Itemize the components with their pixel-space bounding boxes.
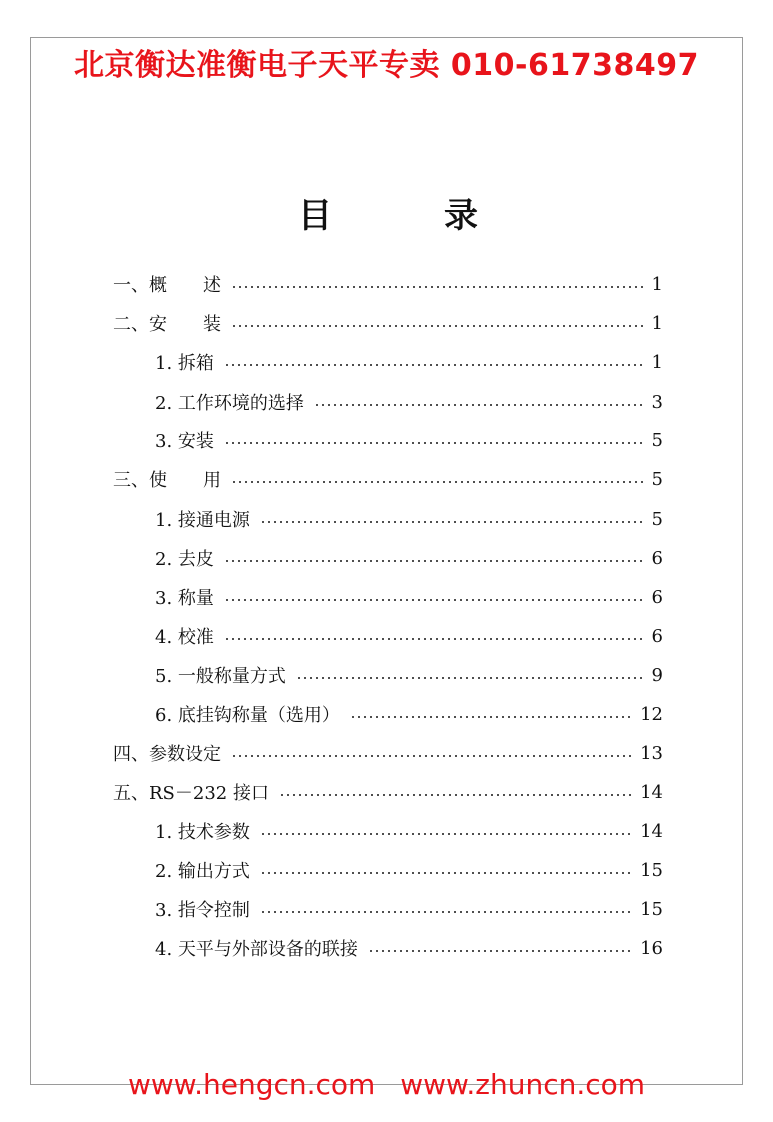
toc-leader-dots xyxy=(260,872,634,874)
toc-entry[interactable] xyxy=(155,504,663,534)
footer-link-zhuncn[interactable]: www.zhuncn.com xyxy=(400,1068,646,1101)
toc-label: 1. 拆箱 xyxy=(155,353,214,374)
toc-page-number: 1 xyxy=(651,273,663,295)
toc-label: 4. 校准 xyxy=(155,627,214,648)
toc-entry[interactable] xyxy=(155,933,663,963)
toc-leader-dots xyxy=(224,560,643,562)
toc-entry[interactable] xyxy=(155,816,663,846)
toc-leader-dots xyxy=(231,481,643,483)
toc-label: 5. 一般称量方式 xyxy=(155,666,286,687)
toc-page-number: 5 xyxy=(651,508,663,530)
toc-label: 2. 输出方式 xyxy=(155,861,250,882)
footer-link-hengcn[interactable]: www.hengcn.com xyxy=(127,1068,376,1101)
toc-label: 二、安 装 xyxy=(113,314,221,335)
toc-page-number: 12 xyxy=(640,703,663,725)
toc-label: 2. 工作环境的选择 xyxy=(155,393,304,414)
header-banner: 北京衡达准衡电子天平专卖 010-61738497 xyxy=(73,48,699,83)
toc-page-number: 15 xyxy=(640,898,663,920)
toc-title-part2: 录 xyxy=(444,196,478,236)
toc-leader-dots xyxy=(314,404,643,406)
toc-leader-dots xyxy=(224,442,643,444)
toc-page-number: 15 xyxy=(640,859,663,881)
toc-leader-dots xyxy=(224,364,643,366)
toc-label: 3. 安装 xyxy=(155,431,214,452)
toc-entry[interactable] xyxy=(113,269,663,299)
toc-leader-dots xyxy=(231,325,643,327)
toc-entry[interactable] xyxy=(113,308,663,338)
toc-label: 3. 指令控制 xyxy=(155,900,250,921)
toc-leader-dots xyxy=(231,755,634,757)
toc-leader-dots xyxy=(368,950,634,952)
toc-page-number: 9 xyxy=(651,664,663,686)
toc-title-part1: 目 xyxy=(298,196,332,236)
toc-entry[interactable] xyxy=(155,425,663,455)
toc-label: 五、RS－232 接口 xyxy=(113,783,269,804)
toc-page-number: 6 xyxy=(651,625,663,647)
toc-leader-dots xyxy=(296,677,643,679)
toc-page-number: 1 xyxy=(651,312,663,334)
toc-entry[interactable] xyxy=(155,660,663,690)
toc-label: 三、使 用 xyxy=(113,470,221,491)
toc-entry[interactable] xyxy=(155,582,663,612)
toc-label: 一、概 述 xyxy=(113,275,221,296)
toc-page-number: 6 xyxy=(651,547,663,569)
toc-entry[interactable] xyxy=(155,621,663,651)
toc-leader-dots xyxy=(260,521,643,523)
toc-label: 4. 天平与外部设备的联接 xyxy=(155,939,358,960)
toc-leader-dots xyxy=(260,833,634,835)
toc-entry[interactable] xyxy=(113,738,663,768)
toc-entry[interactable] xyxy=(155,894,663,924)
toc-leader-dots xyxy=(260,911,634,913)
toc-page-number: 14 xyxy=(640,781,663,803)
toc-leader-dots xyxy=(224,638,643,640)
toc-page-number: 3 xyxy=(651,391,663,413)
toc-page-number: 13 xyxy=(640,742,663,764)
toc-entry[interactable] xyxy=(155,699,663,729)
toc-label: 1. 接通电源 xyxy=(155,510,250,531)
toc-label: 6. 底挂钩称量（选用） xyxy=(155,705,340,726)
toc-leader-dots xyxy=(231,286,643,288)
toc-entry[interactable] xyxy=(155,855,663,885)
toc-leader-dots xyxy=(350,716,634,718)
toc-page-number: 1 xyxy=(651,351,663,373)
toc-label: 四、参数设定 xyxy=(113,744,221,765)
toc-entry[interactable] xyxy=(113,777,663,807)
footer-urls xyxy=(0,1068,773,1101)
toc-page-number: 6 xyxy=(651,586,663,608)
toc-entry[interactable] xyxy=(155,347,663,377)
toc-entry[interactable] xyxy=(155,387,663,417)
toc-page-number: 14 xyxy=(640,820,663,842)
toc-label: 3. 称量 xyxy=(155,588,214,609)
toc-page-number: 5 xyxy=(651,429,663,451)
toc-page-number: 16 xyxy=(640,937,663,959)
toc-page-number: 5 xyxy=(651,468,663,490)
toc-label: 2. 去皮 xyxy=(155,549,214,570)
toc-leader-dots xyxy=(279,794,634,796)
toc-entry[interactable] xyxy=(155,543,663,573)
toc-leader-dots xyxy=(224,599,643,601)
toc-label: 1. 技术参数 xyxy=(155,822,250,843)
toc-entry[interactable] xyxy=(113,464,663,494)
